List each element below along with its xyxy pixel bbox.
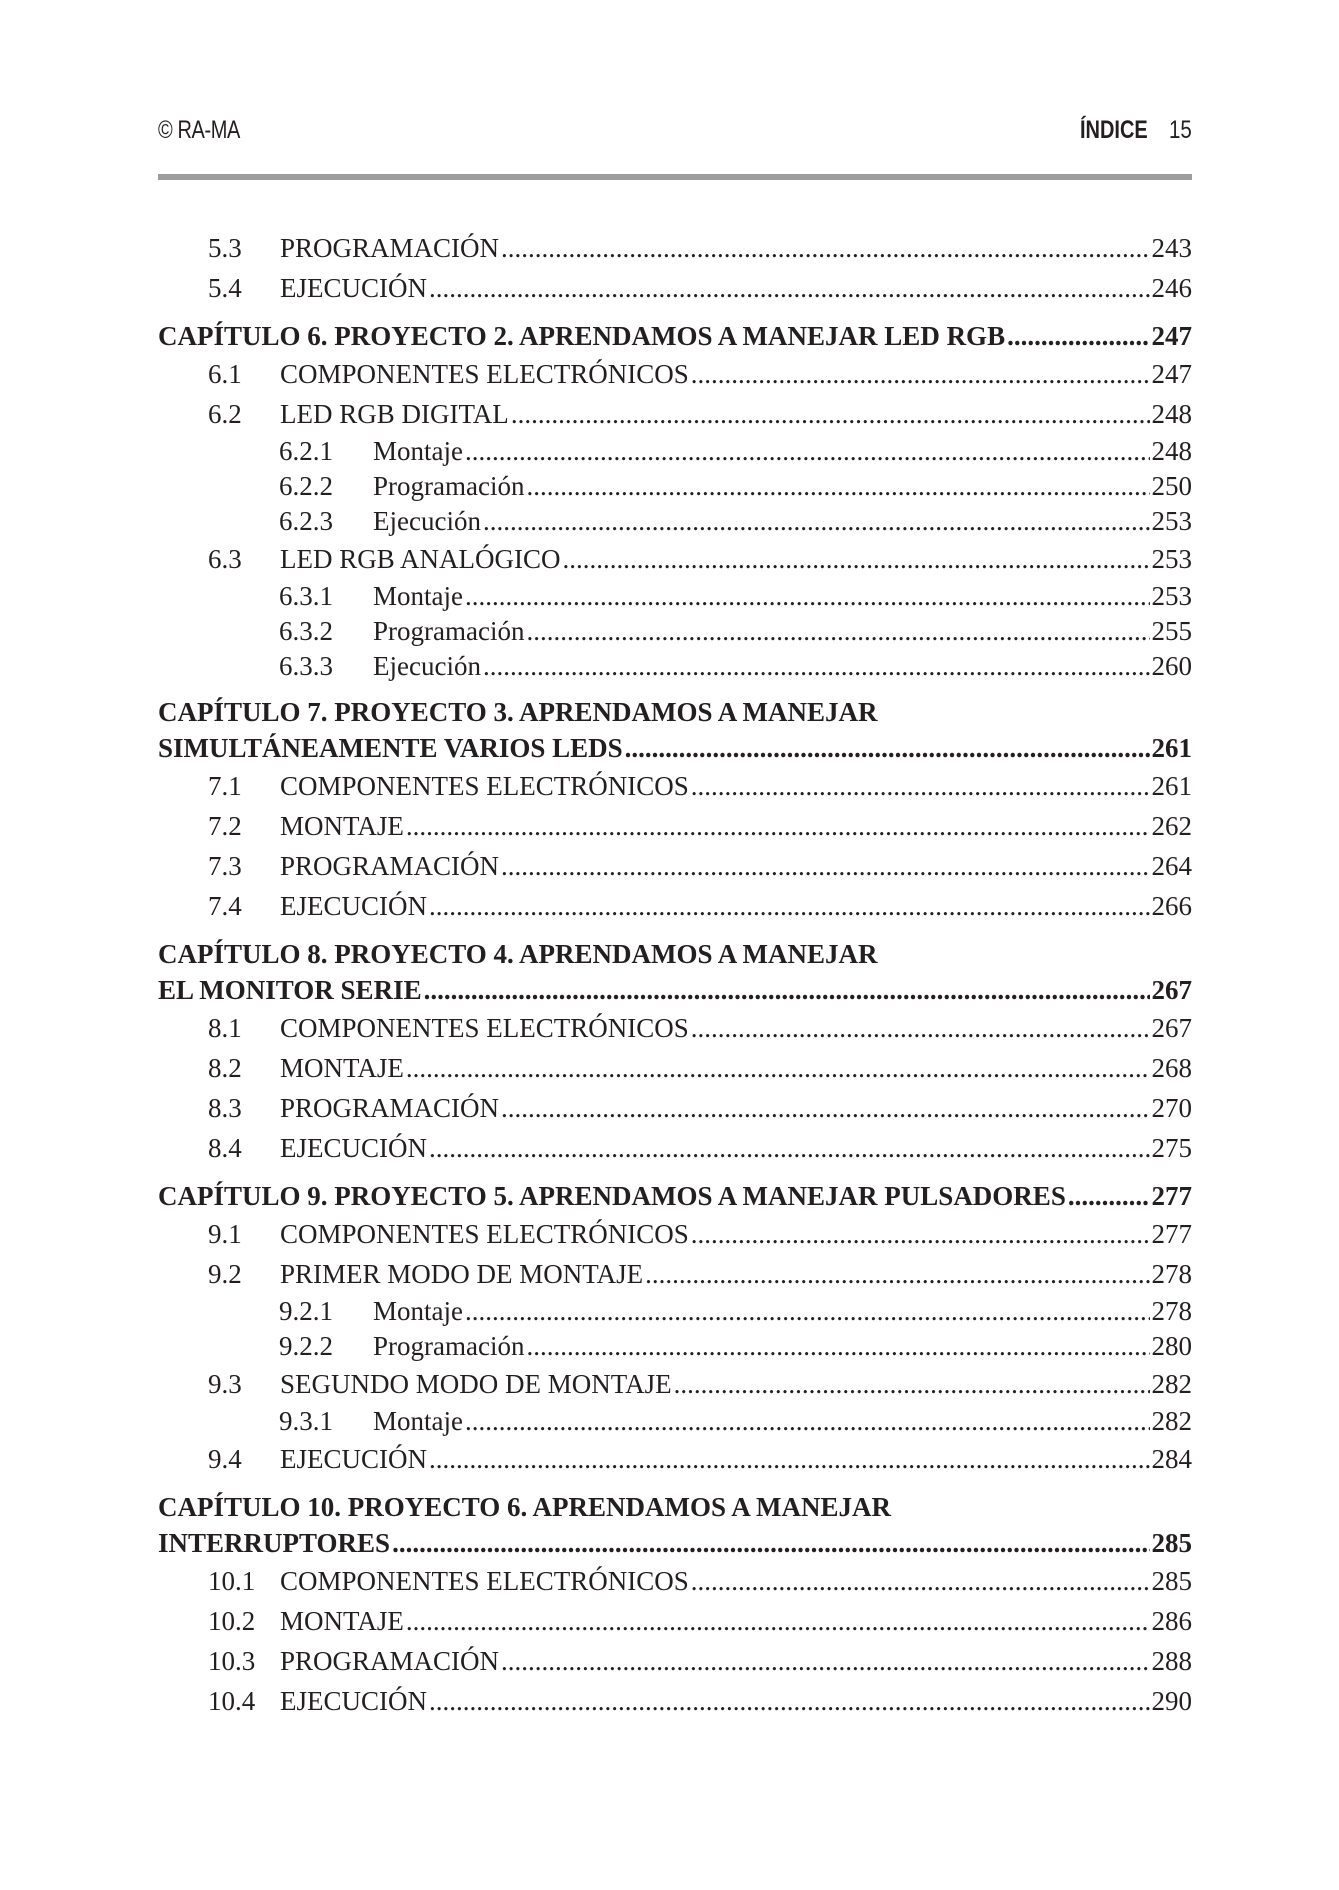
toc-entry-number: 7.3 xyxy=(208,851,242,881)
dot-leader xyxy=(483,649,1150,684)
toc-entry-title: COMPONENTES ELECTRÓNICOS xyxy=(280,1566,689,1596)
toc-page-number: 285 xyxy=(1151,1566,1192,1596)
toc-entry-title: LED RGB ANALÓGICO xyxy=(280,544,561,574)
toc-entry-number: 6.3.1 xyxy=(279,581,333,611)
dot-leader xyxy=(465,579,1150,614)
toc-subsection-entry[interactable] xyxy=(158,1404,1192,1439)
dot-leader xyxy=(429,1439,1150,1479)
publisher-mark: © RA-MA xyxy=(158,116,240,144)
toc-entry-number: 6.2.2 xyxy=(279,471,333,501)
toc-subsection-entry[interactable] xyxy=(158,1329,1192,1364)
header-right xyxy=(1063,116,1193,145)
toc-page-number: 278 xyxy=(1151,1259,1192,1289)
toc-entry-title: COMPONENTES ELECTRÓNICOS xyxy=(280,1219,689,1249)
toc-page-number: 266 xyxy=(1151,891,1192,921)
toc-entry-title: Montaje xyxy=(373,1296,463,1326)
toc-chapter-title: CAPÍTULO 9. PROYECTO 5. APRENDAMOS A MANEJAR PULSADORES xyxy=(158,1181,1066,1211)
toc-entry-title: Ejecución xyxy=(373,651,481,681)
dot-leader xyxy=(526,1329,1149,1364)
toc-subsection-entry[interactable] xyxy=(158,504,1192,539)
toc-entry-number: 6.3.3 xyxy=(279,651,333,681)
toc-subsection-entry[interactable] xyxy=(158,579,1192,614)
toc-section-entry[interactable] xyxy=(158,766,1192,806)
toc-chapter-title: EL MONITOR SERIE xyxy=(158,975,422,1005)
toc-chapter-title: SIMULTÁNEAMENTE VARIOS LEDS xyxy=(158,733,623,763)
dot-leader xyxy=(645,1254,1149,1294)
dot-leader xyxy=(511,394,1150,434)
toc-page-number: 247 xyxy=(1151,321,1192,351)
toc-entry-number: 6.2.1 xyxy=(279,436,333,466)
toc-entry-title: COMPONENTES ELECTRÓNICOS xyxy=(280,1013,689,1043)
toc-page-number: 261 xyxy=(1151,771,1192,801)
toc-entry-title: Programación xyxy=(373,1331,525,1361)
dot-leader xyxy=(406,1601,1150,1641)
header-page-number: 15 xyxy=(1169,116,1192,144)
toc-page-number: 268 xyxy=(1151,1053,1192,1083)
toc-section-entry[interactable] xyxy=(158,354,1192,394)
dot-leader xyxy=(691,1561,1150,1601)
toc-section-entry[interactable] xyxy=(158,1128,1192,1168)
toc-section-entry[interactable] xyxy=(158,539,1192,579)
toc-entry-number: 5.3 xyxy=(208,233,242,263)
toc-page-number: 246 xyxy=(1151,273,1192,303)
dot-leader xyxy=(465,1404,1150,1439)
toc-page-number: 253 xyxy=(1151,581,1192,611)
toc-section-entry[interactable] xyxy=(158,1641,1192,1681)
toc-entry-title: PROGRAMACIÓN xyxy=(280,233,500,263)
toc-entry-title: Programación xyxy=(373,471,525,501)
toc-section-entry[interactable] xyxy=(158,1601,1192,1641)
toc-entry-title: SEGUNDO MODO DE MONTAJE xyxy=(280,1369,672,1399)
toc-chapter-title: CAPÍTULO 6. PROYECTO 2. APRENDAMOS A MANEJAR LED RGB xyxy=(158,321,1006,351)
running-header xyxy=(158,112,1192,152)
dot-leader xyxy=(691,1008,1150,1048)
toc-page-number: 261 xyxy=(1151,733,1192,763)
toc-chapter-entry[interactable] xyxy=(158,730,1192,766)
toc-section-entry[interactable] xyxy=(158,1364,1192,1404)
header-rule xyxy=(158,174,1192,180)
toc-entry-title: EJECUCIÓN xyxy=(280,273,427,303)
toc-page-number: 264 xyxy=(1151,851,1192,881)
toc-entry-number: 9.3 xyxy=(208,1369,242,1399)
toc-chapter-title: INTERRUPTORES xyxy=(158,1528,391,1558)
toc-entry-title: Montaje xyxy=(373,1406,463,1436)
toc-entry-number: 10.4 xyxy=(208,1686,256,1716)
toc-page-number: 277 xyxy=(1151,1181,1192,1211)
toc-chapter-title: CAPÍTULO 7. PROYECTO 3. APRENDAMOS A MANEJAR xyxy=(158,697,878,727)
toc-section-entry[interactable] xyxy=(158,1088,1192,1128)
table-of-contents xyxy=(158,228,1192,1721)
toc-page-number: 255 xyxy=(1151,616,1192,646)
toc-entry-number: 7.1 xyxy=(208,771,242,801)
toc-section-entry[interactable] xyxy=(158,886,1192,926)
toc-entry-number: 7.4 xyxy=(208,891,242,921)
dot-leader xyxy=(1007,318,1149,354)
toc-section-entry[interactable] xyxy=(158,1048,1192,1088)
toc-entry-title: EJECUCIÓN xyxy=(280,1686,427,1716)
dot-leader xyxy=(563,539,1150,579)
toc-page-number: 260 xyxy=(1151,651,1192,681)
toc-section-entry[interactable] xyxy=(158,394,1192,434)
toc-page-number: 262 xyxy=(1151,811,1192,841)
toc-entry-number: 8.3 xyxy=(208,1093,242,1123)
toc-chapter-heading-line xyxy=(158,694,1192,730)
toc-entry-number: 9.2.1 xyxy=(279,1296,333,1326)
toc-page-number: 282 xyxy=(1151,1406,1192,1436)
toc-section-entry[interactable] xyxy=(158,1008,1192,1048)
toc-entry-number: 6.3 xyxy=(208,544,242,574)
toc-entry-title: EJECUCIÓN xyxy=(280,1444,427,1474)
dot-leader xyxy=(526,614,1149,649)
toc-page-number: 250 xyxy=(1151,471,1192,501)
toc-section-entry[interactable] xyxy=(158,1561,1192,1601)
dot-leader xyxy=(501,846,1149,886)
toc-page-number: 243 xyxy=(1151,233,1192,263)
toc-entry-title: MONTAJE xyxy=(280,1606,404,1636)
toc-section-entry[interactable] xyxy=(158,228,1192,268)
toc-entry-title: Ejecución xyxy=(373,506,481,536)
toc-entry-number: 9.2.2 xyxy=(279,1331,333,1361)
toc-page-number: 253 xyxy=(1151,506,1192,536)
dot-leader xyxy=(526,469,1149,504)
toc-entry-title: MONTAJE xyxy=(280,1053,404,1083)
toc-subsection-entry[interactable] xyxy=(158,614,1192,649)
dot-leader xyxy=(501,1641,1149,1681)
toc-section-entry[interactable] xyxy=(158,846,1192,886)
toc-section-entry[interactable] xyxy=(158,1681,1192,1721)
toc-page-number: 285 xyxy=(1151,1528,1192,1558)
dot-leader xyxy=(406,1048,1150,1088)
toc-entry-title: PROGRAMACIÓN xyxy=(280,1093,500,1123)
toc-page-number: 277 xyxy=(1151,1219,1192,1249)
toc-entry-number: 9.1 xyxy=(208,1219,242,1249)
toc-page-number: 282 xyxy=(1151,1369,1192,1399)
dot-leader xyxy=(424,972,1150,1008)
toc-subsection-entry[interactable] xyxy=(158,1294,1192,1329)
toc-subsection-entry[interactable] xyxy=(158,469,1192,504)
dot-leader xyxy=(429,268,1150,308)
toc-subsection-entry[interactable] xyxy=(158,649,1192,684)
toc-entry-number: 6.1 xyxy=(208,359,242,389)
toc-entry-title: PROGRAMACIÓN xyxy=(280,1646,500,1676)
dot-leader xyxy=(465,1294,1150,1329)
toc-entry-number: 10.3 xyxy=(208,1646,256,1676)
toc-page-number: 278 xyxy=(1151,1296,1192,1326)
toc-chapter-entry[interactable] xyxy=(158,318,1192,354)
toc-page-number: 248 xyxy=(1151,436,1192,466)
toc-entry-number: 9.2 xyxy=(208,1259,242,1289)
toc-page-number: 270 xyxy=(1151,1093,1192,1123)
dot-leader xyxy=(392,1525,1149,1561)
toc-entry-title: PROGRAMACIÓN xyxy=(280,851,500,881)
dot-leader xyxy=(406,806,1150,846)
toc-entry-number: 8.1 xyxy=(208,1013,242,1043)
toc-entry-number: 8.4 xyxy=(208,1133,242,1163)
toc-entry-title: COMPONENTES ELECTRÓNICOS xyxy=(280,771,689,801)
toc-entry-title: PRIMER MODO DE MONTAJE xyxy=(280,1259,644,1289)
dot-leader xyxy=(1068,1178,1150,1214)
toc-entry-number: 9.3.1 xyxy=(279,1406,333,1436)
dot-leader xyxy=(691,1214,1150,1254)
dot-leader xyxy=(501,228,1149,268)
toc-chapter-heading-line xyxy=(158,1489,1192,1525)
toc-page-number: 280 xyxy=(1151,1331,1192,1361)
toc-entry-title: COMPONENTES ELECTRÓNICOS xyxy=(280,359,689,389)
toc-entry-number: 10.1 xyxy=(208,1566,256,1596)
dot-leader xyxy=(501,1088,1149,1128)
toc-chapter-title: CAPÍTULO 10. PROYECTO 6. APRENDAMOS A MANEJAR xyxy=(158,1492,892,1522)
toc-page-number: 248 xyxy=(1151,399,1192,429)
toc-page-number: 267 xyxy=(1151,1013,1192,1043)
toc-chapter-entry[interactable] xyxy=(158,1178,1192,1214)
dot-leader xyxy=(483,504,1150,539)
toc-subsection-entry[interactable] xyxy=(158,434,1192,469)
toc-page-number: 253 xyxy=(1151,544,1192,574)
toc-chapter-entry[interactable] xyxy=(158,972,1192,1008)
toc-section-entry[interactable] xyxy=(158,1214,1192,1254)
toc-entry-number: 8.2 xyxy=(208,1053,242,1083)
dot-leader xyxy=(674,1364,1150,1404)
toc-entry-title: Montaje xyxy=(373,436,463,466)
dot-leader xyxy=(465,434,1150,469)
toc-entry-number: 10.2 xyxy=(208,1606,256,1636)
toc-entry-title: Montaje xyxy=(373,581,463,611)
toc-entry-title: Programación xyxy=(373,616,525,646)
toc-page-number: 275 xyxy=(1151,1133,1192,1163)
dot-leader xyxy=(625,730,1150,766)
toc-page-number: 286 xyxy=(1151,1606,1192,1636)
toc-entry-number: 7.2 xyxy=(208,811,242,841)
toc-section-entry[interactable] xyxy=(158,1439,1192,1479)
toc-section-entry[interactable] xyxy=(158,1254,1192,1294)
dot-leader xyxy=(691,766,1150,806)
toc-page-number: 247 xyxy=(1151,359,1192,389)
toc-entry-title: MONTAJE xyxy=(280,811,404,841)
toc-chapter-heading-line xyxy=(158,936,1192,972)
dot-leader xyxy=(429,886,1150,926)
toc-entry-number: 5.4 xyxy=(208,273,242,303)
dot-leader xyxy=(429,1128,1150,1168)
toc-entry-number: 6.3.2 xyxy=(279,616,333,646)
toc-entry-number: 9.4 xyxy=(208,1444,242,1474)
toc-page-number: 284 xyxy=(1151,1444,1192,1474)
toc-page-number: 288 xyxy=(1151,1646,1192,1676)
toc-entry-title: EJECUCIÓN xyxy=(280,891,427,921)
toc-section-entry[interactable] xyxy=(158,268,1192,308)
header-title: ÍNDICE xyxy=(1079,116,1148,144)
toc-page-number: 290 xyxy=(1151,1686,1192,1716)
toc-chapter-entry[interactable] xyxy=(158,1525,1192,1561)
toc-entry-title: LED RGB DIGITAL xyxy=(280,399,509,429)
toc-section-entry[interactable] xyxy=(158,806,1192,846)
toc-chapter-title: CAPÍTULO 8. PROYECTO 4. APRENDAMOS A MANEJAR xyxy=(158,939,878,969)
dot-leader xyxy=(691,354,1150,394)
dot-leader xyxy=(429,1681,1150,1721)
toc-entry-number: 6.2.3 xyxy=(279,506,333,536)
toc-page-number: 267 xyxy=(1151,975,1192,1005)
toc-entry-number: 6.2 xyxy=(208,399,242,429)
toc-entry-title: EJECUCIÓN xyxy=(280,1133,427,1163)
